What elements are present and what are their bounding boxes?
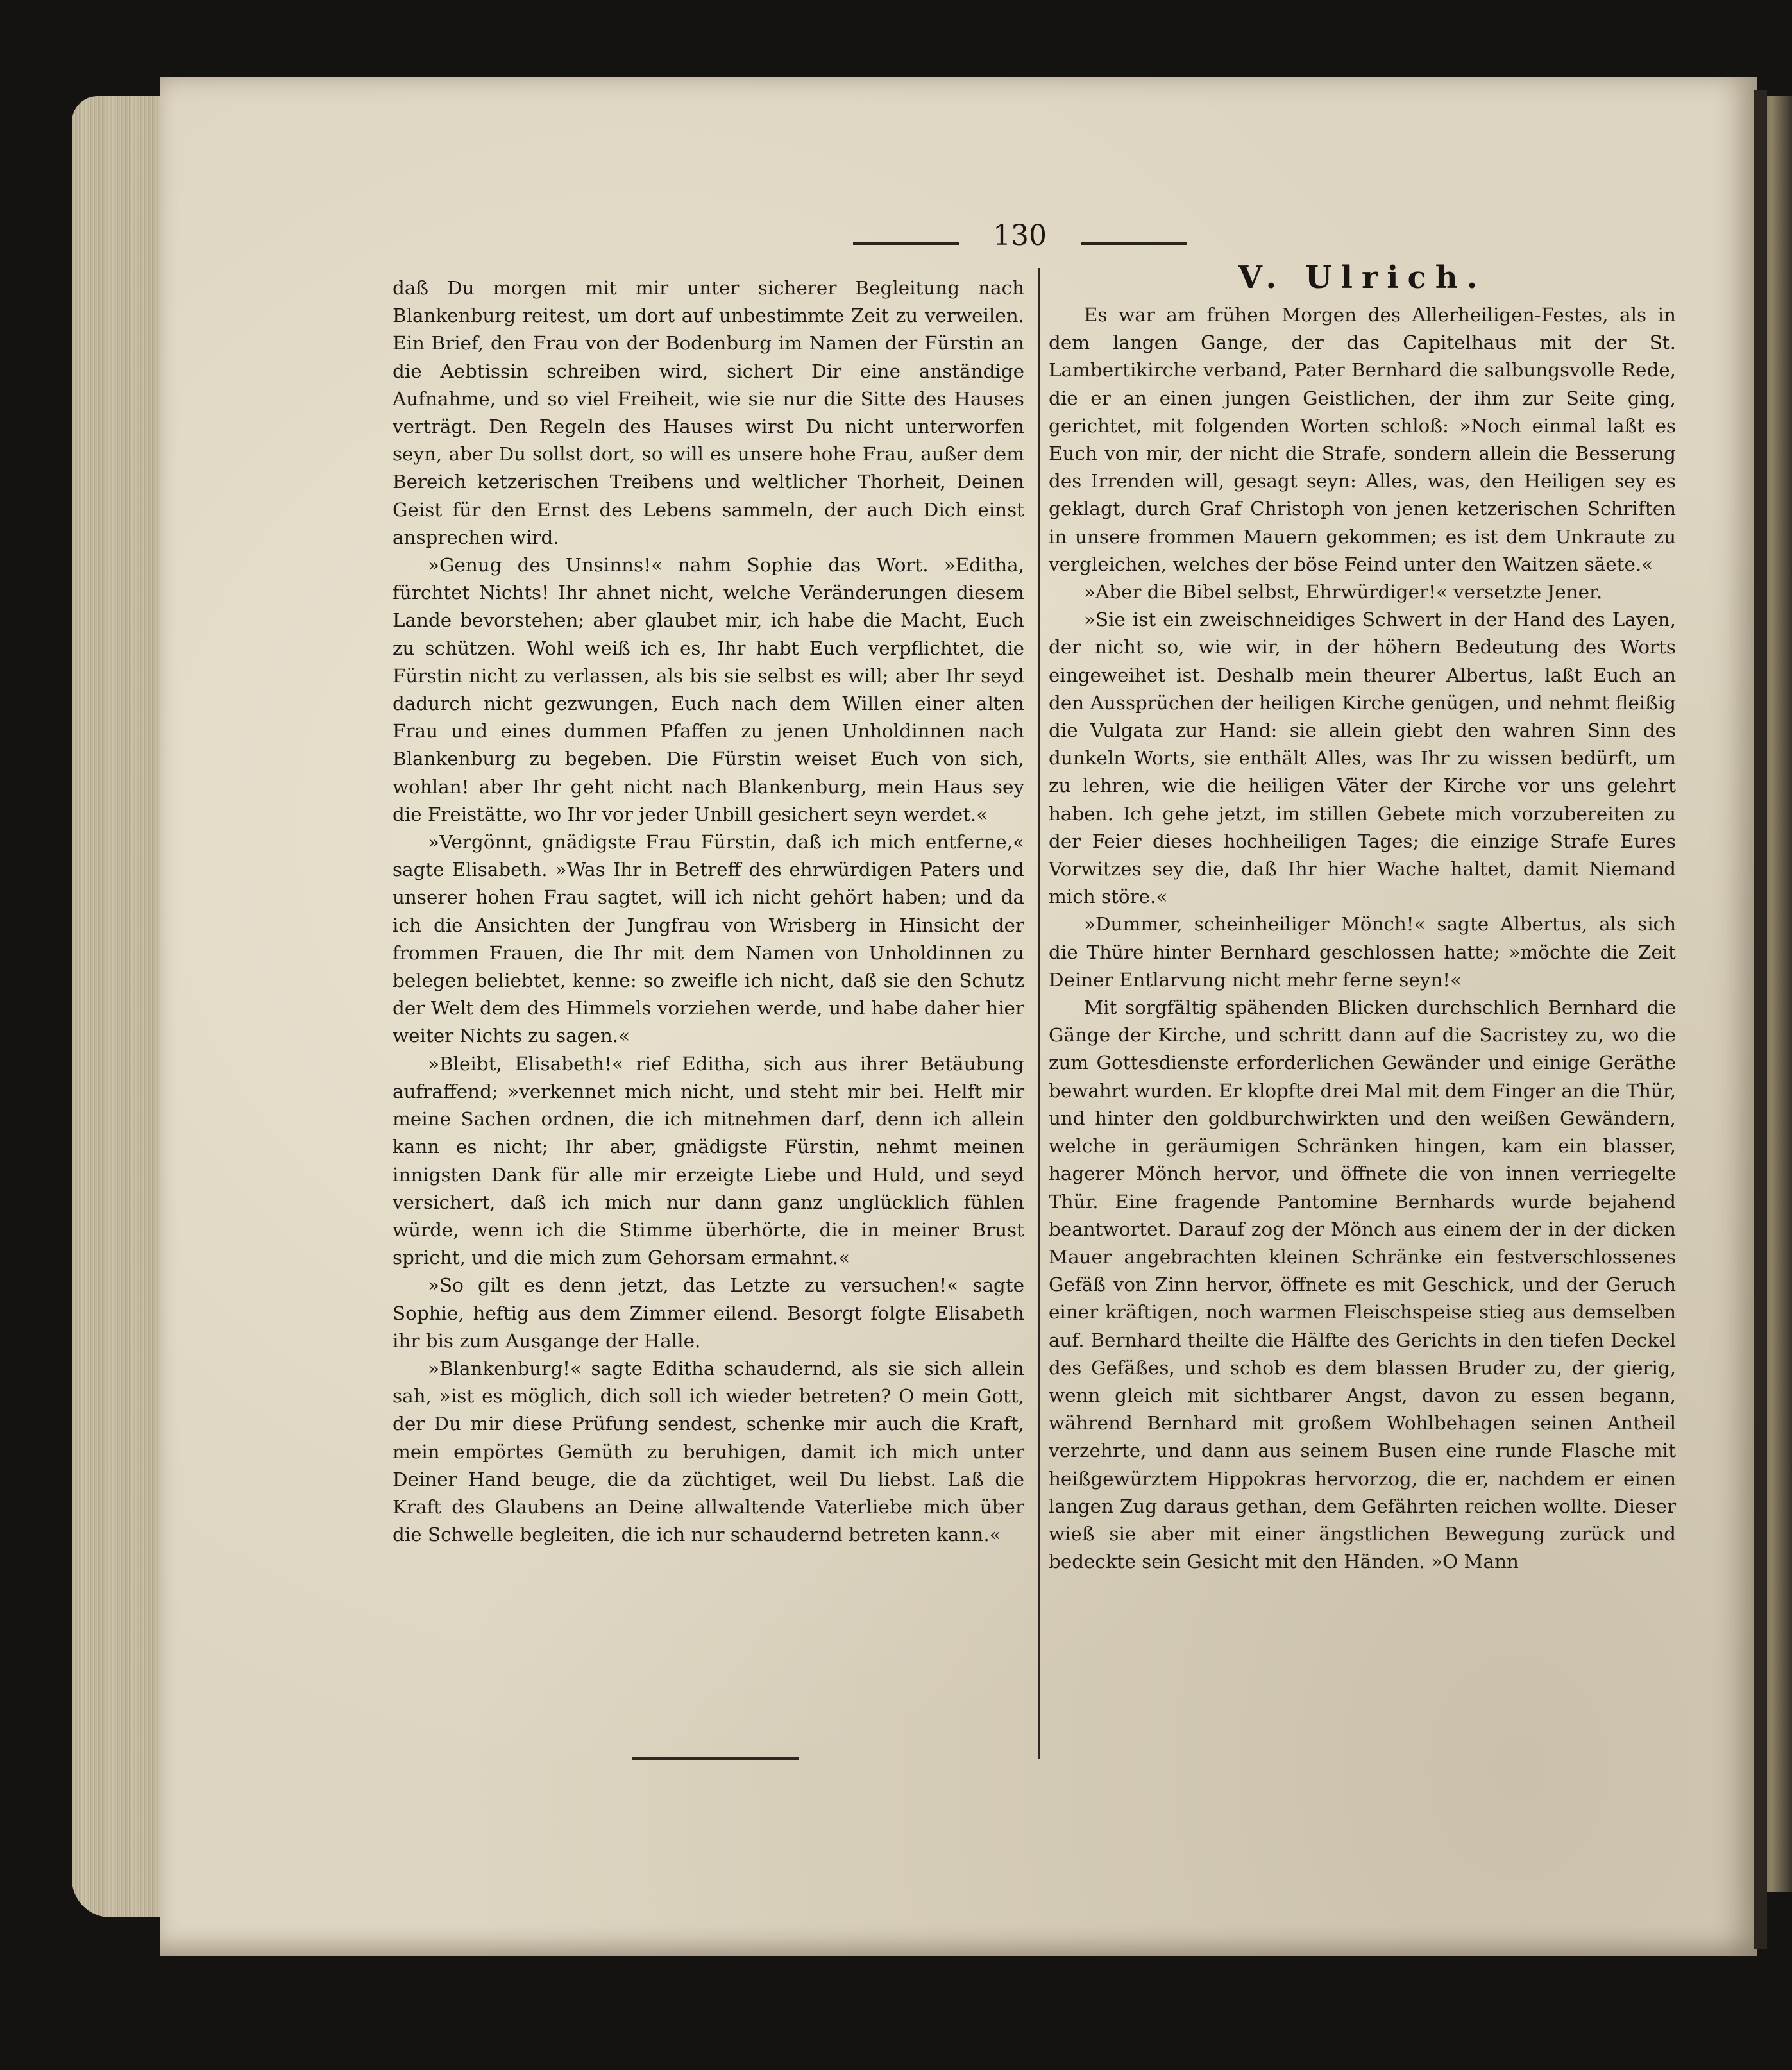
binding-shadow [1754, 90, 1767, 1949]
paragraph: »Sie ist ein zweischneidiges Schwert in der Hand des Layen, der nicht so, wie wir, in der höhern Bedeutung des Worts eingeweihet ist. Deshalb mein theurer Albertus, laßt Euch an den Aussprüchen der heiligen Kirche genügen, und nehmt fleißig die Vulgata zur Hand: sie allein giebt den wahren Sinn des dunkeln Worts, sie enthält Alles, was Ihr zu wissen bedürft, um zu lehren, wie die heiligen Väter der Kirche vor uns gelehrt haben. Ich gehe jetzt, im stillen Gebete mich vorzubereiten zu der Feier dieses hochheiligen Tages; die einzige Strafe Eures Vorwitzes sey die, daß Ihr hier Wache haltet, damit Niemand mich störe.« [1049, 609, 1676, 908]
header-rule-left [853, 242, 959, 245]
paragraph: »Genug des Unsinns!« nahm Sophie das Wort. »Editha, fürchtet Nichts! Ihr ahnet nicht, welche Veränderungen diesem Lande bevorstehen; aber glaubet mir, ich habe die Macht, Euch zu schützen. Wohl weiß ich es, Ihr habt Euch verpflichtet, die Fürstin nicht zu verlassen, als bis sie selbst es will; aber Ihr seyd dadurch nicht gezwungen, Euch nach dem Willen einer alten Frau und eines dummen Pfaffen zu jenen Unholdinnen nach Blankenburg zu begeben. Die Fürstin weiset Euch von sich, wohlan! aber Ihr geht nicht nach Blankenburg, mein Haus sey die Freistätte, wo Ihr vor jeder Unbill gesichert seyn werdet.« [393, 554, 1024, 825]
paragraph: Mit sorgfältig spähenden Blicken durchschlich Bernhard die Gänge der Kirche, und schritt dann auf die Sacristey zu, wo die zum Gottesdienste erforderlichen Gewänder und einige Geräthe bewahrt wurden. Er klopfte drei Mal mit dem Finger an die Thür, und hinter den goldburchwirkten und den weißen Gewändern, welche in geräumigen Schränken hingen, kam ein blasser, hagerer Mönch hervor, und öffnete die von innen verriegelte Thür. Eine fragende Pantomine Bernhards wurde bejahend beantwortet. Darauf zog der Mönch aus einem der in der dicken Mauer angebrachten kleinen Schränke ein festverschlossenes Gefäß von Zinn hervor, öffnete es mit Geschick, und der Geruch einer kräftigen, noch warmen Fleischspeise stieg aus demselben auf. Bernhard theilte die Hälfte des Gerichts in den tiefen Deckel des Gefäßes, und schob es dem blassen Bruder zu, der gierig, wenn gleich mit sichtbarer Angst, davon zu essen begann, während Bernhard mit großem Wohlbehagen seinen Antheil verzehrte, und dann aus seinem Busen eine runde Flasche mit heißgewürztem Hippokras hervorzog, die er, nachdem er einen langen Zug daraus gethan, dem Gefährten reichen wollte. Dieser wieß sie aber mit einer ängstlichen Bewegung zurück und bedeckte sein Gesicht mit den Händen. »O Mann [1049, 997, 1676, 1573]
left-text-column [393, 274, 1024, 1549]
paragraph: daß Du morgen mit mir unter sicherer Begleitung nach Blankenburg reitest, um dort auf unbestimmte Zeit zu verweilen. Ein Brief, den Frau von der Bodenburg im Namen der Fürstin an die Aebtissin schreiben wird, sichert Dir eine anständige Aufnahme, und so viel Freiheit, wie sie nur die Sitte des Hauses verträgt. Den Regeln des Hauses wirst Du nicht unterworfen seyn, aber Du sollst dort, so will es unsere hohe Frau, außer dem Bereich ketzerischen Treibens und weltlicher Thorheit, Deinen Geist für den Ernst des Lebens sammeln, der auch Dich einst ansprechen wird. [393, 277, 1024, 548]
section-end-rule [632, 1757, 799, 1760]
paragraph: »Aber die Bibel selbst, Ehrwürdiger!« versetzte Jener. [1084, 581, 1603, 603]
paragraph: »Dummer, scheinheiliger Mönch!« sagte Albertus, als sich die Thüre hinter Bernhard geschlossen hatte; »möchte die Zeit Deiner Entlarvung nicht mehr ferne seyn!« [1049, 913, 1676, 991]
page-number: 130 [993, 219, 1047, 252]
paragraph: Es war am frühen Morgen des Allerheiligen-Festes, als in dem langen Gange, der das Capitelhaus mit der St. Lambertikirche verband, Pater Bernhard die salbungsvolle Rede, die er an einen jungen Geistlichen, der ihm zur Seite ging, gerichtet, mit folgenden Worten schloß: »Noch einmal laßt es Euch von mir, der nicht die Strafe, sondern allein die Besserung des Irrenden will, gesagt seyn: Alles, was, den Heiligen sey es geklagt, durch Graf Christoph von jenen ketzerischen Schriften in unsere frommen Mauern gekommen; es ist dem Unkraute zu vergleichen, welches der böse Feind unter den Waitzen säete.« [1049, 304, 1676, 575]
paragraph: »Bleibt, Elisabeth!« rief Editha, sich aus ihrer Betäubung aufraffend; »verkennet mich nicht, und steht mir bei. Helft mir meine Sachen ordnen, die ich mitnehmen darf, denn ich allein kann es nicht; Ihr aber, gnädigste Fürstin, nehmt meinen innigsten Dank für alle mir erzeigte Liebe und Huld, und seyd versichert, daß ich mich nur dann ganz unglücklich fühlen würde, wenn ich die Stimme überhörte, die in meiner Brust spricht, und die mich zum Gehorsam ermahnt.« [393, 1052, 1024, 1269]
paragraph: »Vergönnt, gnädigste Frau Fürstin, daß ich mich entferne,« sagte Elisabeth. »Was Ihr in Betreff des ehrwürdigen Paters und unserer hohen Frau sagtet, will ich nicht gehört haben; und da ich die Ansichten der Jungfrau von Wrisberg in Hinsicht der frommen Frauen, die Ihr mit dem Namen von Unholdinnen zu belegen beliebtet, kenne: so zweifle ich nicht, daß sie den Schutz der Welt dem des Himmels vorziehen werde, und habe daher hier weiter Nichts zu sagen.« [393, 831, 1024, 1047]
page-fore-edge [72, 96, 168, 1917]
column-divider [1038, 268, 1040, 1759]
header-rule-right [1081, 242, 1187, 245]
right-text-column [1049, 301, 1676, 1576]
page-header [853, 219, 1238, 264]
paragraph: »Blankenburg!« sagte Editha schaudernd, als sie sich allein sah, »ist es möglich, dich soll ich wieder betreten? O mein Gott, der Du mir diese Prüfung sendest, schenke mir auch die Kraft, mein empörtes Gemüth zu beruhigen, damit ich mich unter Deiner Hand beuge, die da züchtiget, weil Du liebst. Laß die Kraft des Glaubens an Deine allwaltende Vaterliebe mich über die Schwelle begleiten, die ich nur schaudernd betreten kann.« [393, 1357, 1024, 1546]
paragraph: »So gilt es denn jetzt, das Letzte zu versuchen!« sagte Sophie, heftig aus dem Zimmer eilend. Besorgt folgte Elisabeth ihr bis zum Ausgange der Halle. [393, 1274, 1024, 1352]
chapter-title: V. Ulrich. [1238, 260, 1487, 296]
